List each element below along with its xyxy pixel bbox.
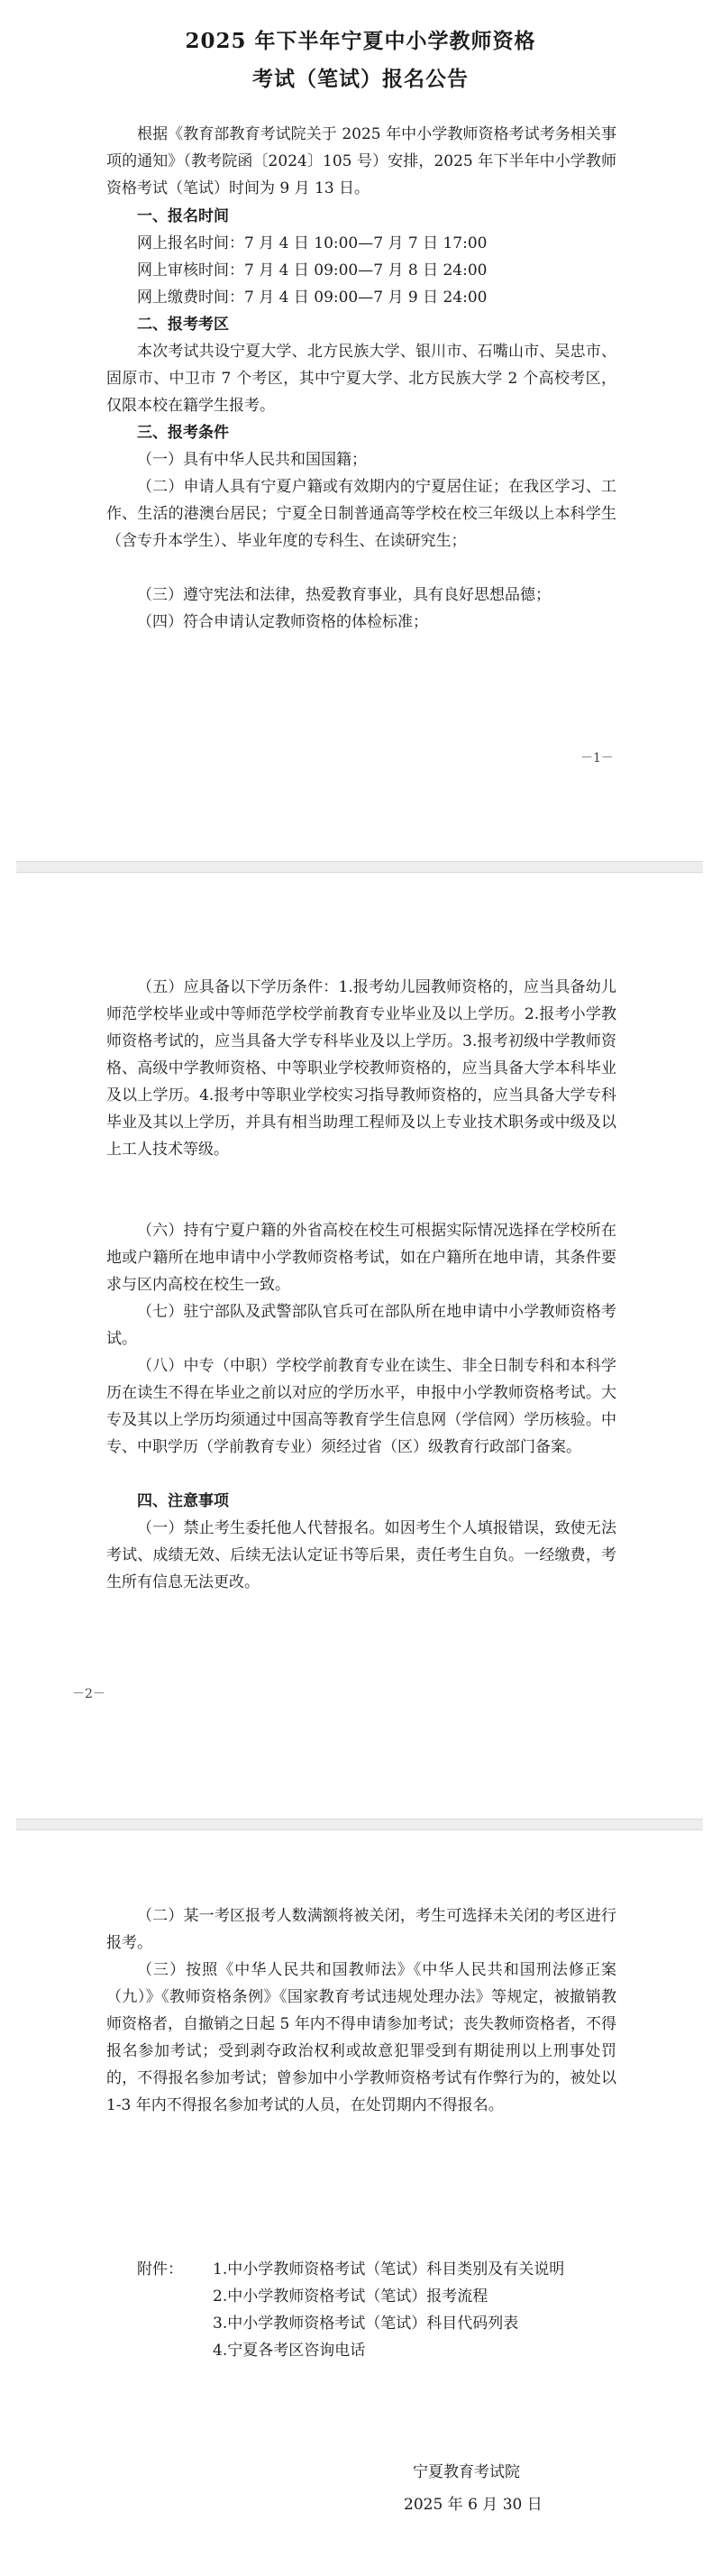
eligibility-item-6: （六）持有宁夏户籍的外省高校在校生可根据实际情况选择在学校所在地或户籍所在地申请中小学教师资格考试，如在户籍所在地申请，其条件要求与区内高校在校生一致。 [106, 1222, 616, 1294]
notes-item-2: （二）某一考区报考人数满额将被关闭，考生可选择未关闭的考区进行报考。 [106, 1907, 616, 1952]
online-registration-time: 网上报名时间：7 月 4 日 10:00—7 月 7 日 17:00 [137, 234, 488, 252]
issuing-organization: 宁夏教育考试院 [413, 2463, 520, 2481]
announcement-title-line-2: 考试（笔试）报名公告 [252, 67, 469, 91]
document-page-3 [0, 1830, 721, 2576]
document-page-2 [0, 873, 721, 1819]
attachment-item-2: 2.中小学教师资格考试（笔试）报考流程 [213, 2287, 488, 2306]
online-review-time: 网上审核时间：7 月 4 日 09:00—7 月 8 日 24:00 [137, 261, 488, 280]
section-heading-notes: 四、注意事项 [137, 1492, 229, 1510]
eligibility-item-8: （八）中专（中职）学校学前教育专业在读生、非全日制专科和本科学历在读生不得在毕业之前以对应的学历水平，申报中小学教师资格考试。大专及其以上学历均须通过中国高等教育学生信息网（学信网）学历核验。中专、中职学历（学前教育专业）须经过省（区）级教育行政部门备案。 [106, 1357, 616, 1456]
exam-areas-paragraph: 本次考试共设宁夏大学、北方民族大学、银川市、石嘴山市、吴忠市、固原市、中卫市 7 个考区，其中宁夏大学、北方民族大学 2 个高校考区，仅限本校在籍学生报考。 [106, 343, 616, 415]
page-separator [16, 861, 703, 873]
section-heading-eligibility: 三、报考条件 [137, 424, 229, 442]
notes-item-3: （三）按照《中华人民共和国教师法》《中华人民共和国刑法修正案（九）》《教师资格条例》《国家教育考试违规处理办法》等规定，被撤销教师资格者，自撤销之日起 5 年内不得申请参加考试；丧失教师资格者，不得报名参加考试；受到剥夺政治权利或故意犯罪受到有期徒刑以上刑事处罚的，不得报名参加考试；曾参加中小学教师资格考试有作弊行为的，被处以 1-3 年内不得报名参加考试的人员，在处罚期内不得报名。 [106, 1961, 616, 2114]
document-page-1 [0, 0, 721, 861]
page-number-1: －1－ [580, 751, 614, 765]
eligibility-item-5: （五）应具备以下学历条件：1.报考幼儿园教师资格的，应当具备幼儿师范学校毕业或中等师范学校学前教育专业毕业及以上学历。2.报考小学教师资格考试的，应当具备大学专科毕业及以上学历。3.报考初级中学教师资格、高级中学教师资格、中等职业学校教师资格的，应当具备大学本科毕业及以上学历。4.报考中等职业学校实习指导教师资格的，应当具备大学专科毕业及其以上学历，并具有相当助理工程师及以上专业技术职务或中级及以上工人技术等级。 [106, 978, 616, 1159]
attachment-item-4: 4.宁夏各考区咨询电话 [213, 2342, 366, 2360]
notes-item-1: （一）禁止考生委托他人代替报名。如因考生个人填报错误，致使无法考试、成绩无效、后续无法认定证书等后果，责任考生自负。一经缴费，考生所有信息无法更改。 [106, 1519, 616, 1591]
attachment-item-3: 3.中小学教师资格考试（笔试）科目代码列表 [213, 2315, 519, 2333]
online-payment-time: 网上缴费时间：7 月 4 日 09:00—7 月 9 日 24:00 [137, 289, 488, 307]
eligibility-item-4: （四）符合申请认定教师资格的体检标准； [137, 613, 428, 631]
section-heading-registration-time: 一、报名时间 [137, 207, 229, 225]
page-number-2: －2－ [72, 1687, 105, 1701]
intro-paragraph: 根据《教育部教育考试院关于 2025 年中小学教师资格考试考务相关事项的通知》（教考院函〔2024〕105 号）安排，2025 年下半年中小学教师资格考试（笔试）时间为 9 月 13 日。 [106, 125, 616, 197]
section-heading-exam-areas: 二、报考考区 [137, 316, 229, 334]
eligibility-item-1: （一）具有中华人民共和国国籍； [137, 451, 367, 469]
issue-date: 2025 年 6 月 30 日 [404, 2496, 543, 2514]
attachments-label: 附件： [137, 2260, 183, 2278]
page-separator [16, 1819, 703, 1830]
eligibility-item-2: （二）申请人具有宁夏户籍或有效期内的宁夏居住证；在我区学习、工作、生活的港澳台居民；宁夏全日制普通高等学校在校三年级以上本科学生（含专升本学生）、毕业年度的专科生、在读研究生； [106, 478, 616, 550]
eligibility-item-3: （三）遵守宪法和法律，热爱教育事业，具有良好思想品德； [137, 586, 551, 604]
attachment-item-1: 1.中小学教师资格考试（笔试）科目类别及有关说明 [213, 2260, 565, 2278]
announcement-title-line-1: 2025 年下半年宁夏中小学教师资格 [185, 29, 536, 53]
eligibility-item-7: （七）驻宁部队及武警部队官兵可在部队所在地申请中小学教师资格考试。 [106, 1303, 616, 1348]
